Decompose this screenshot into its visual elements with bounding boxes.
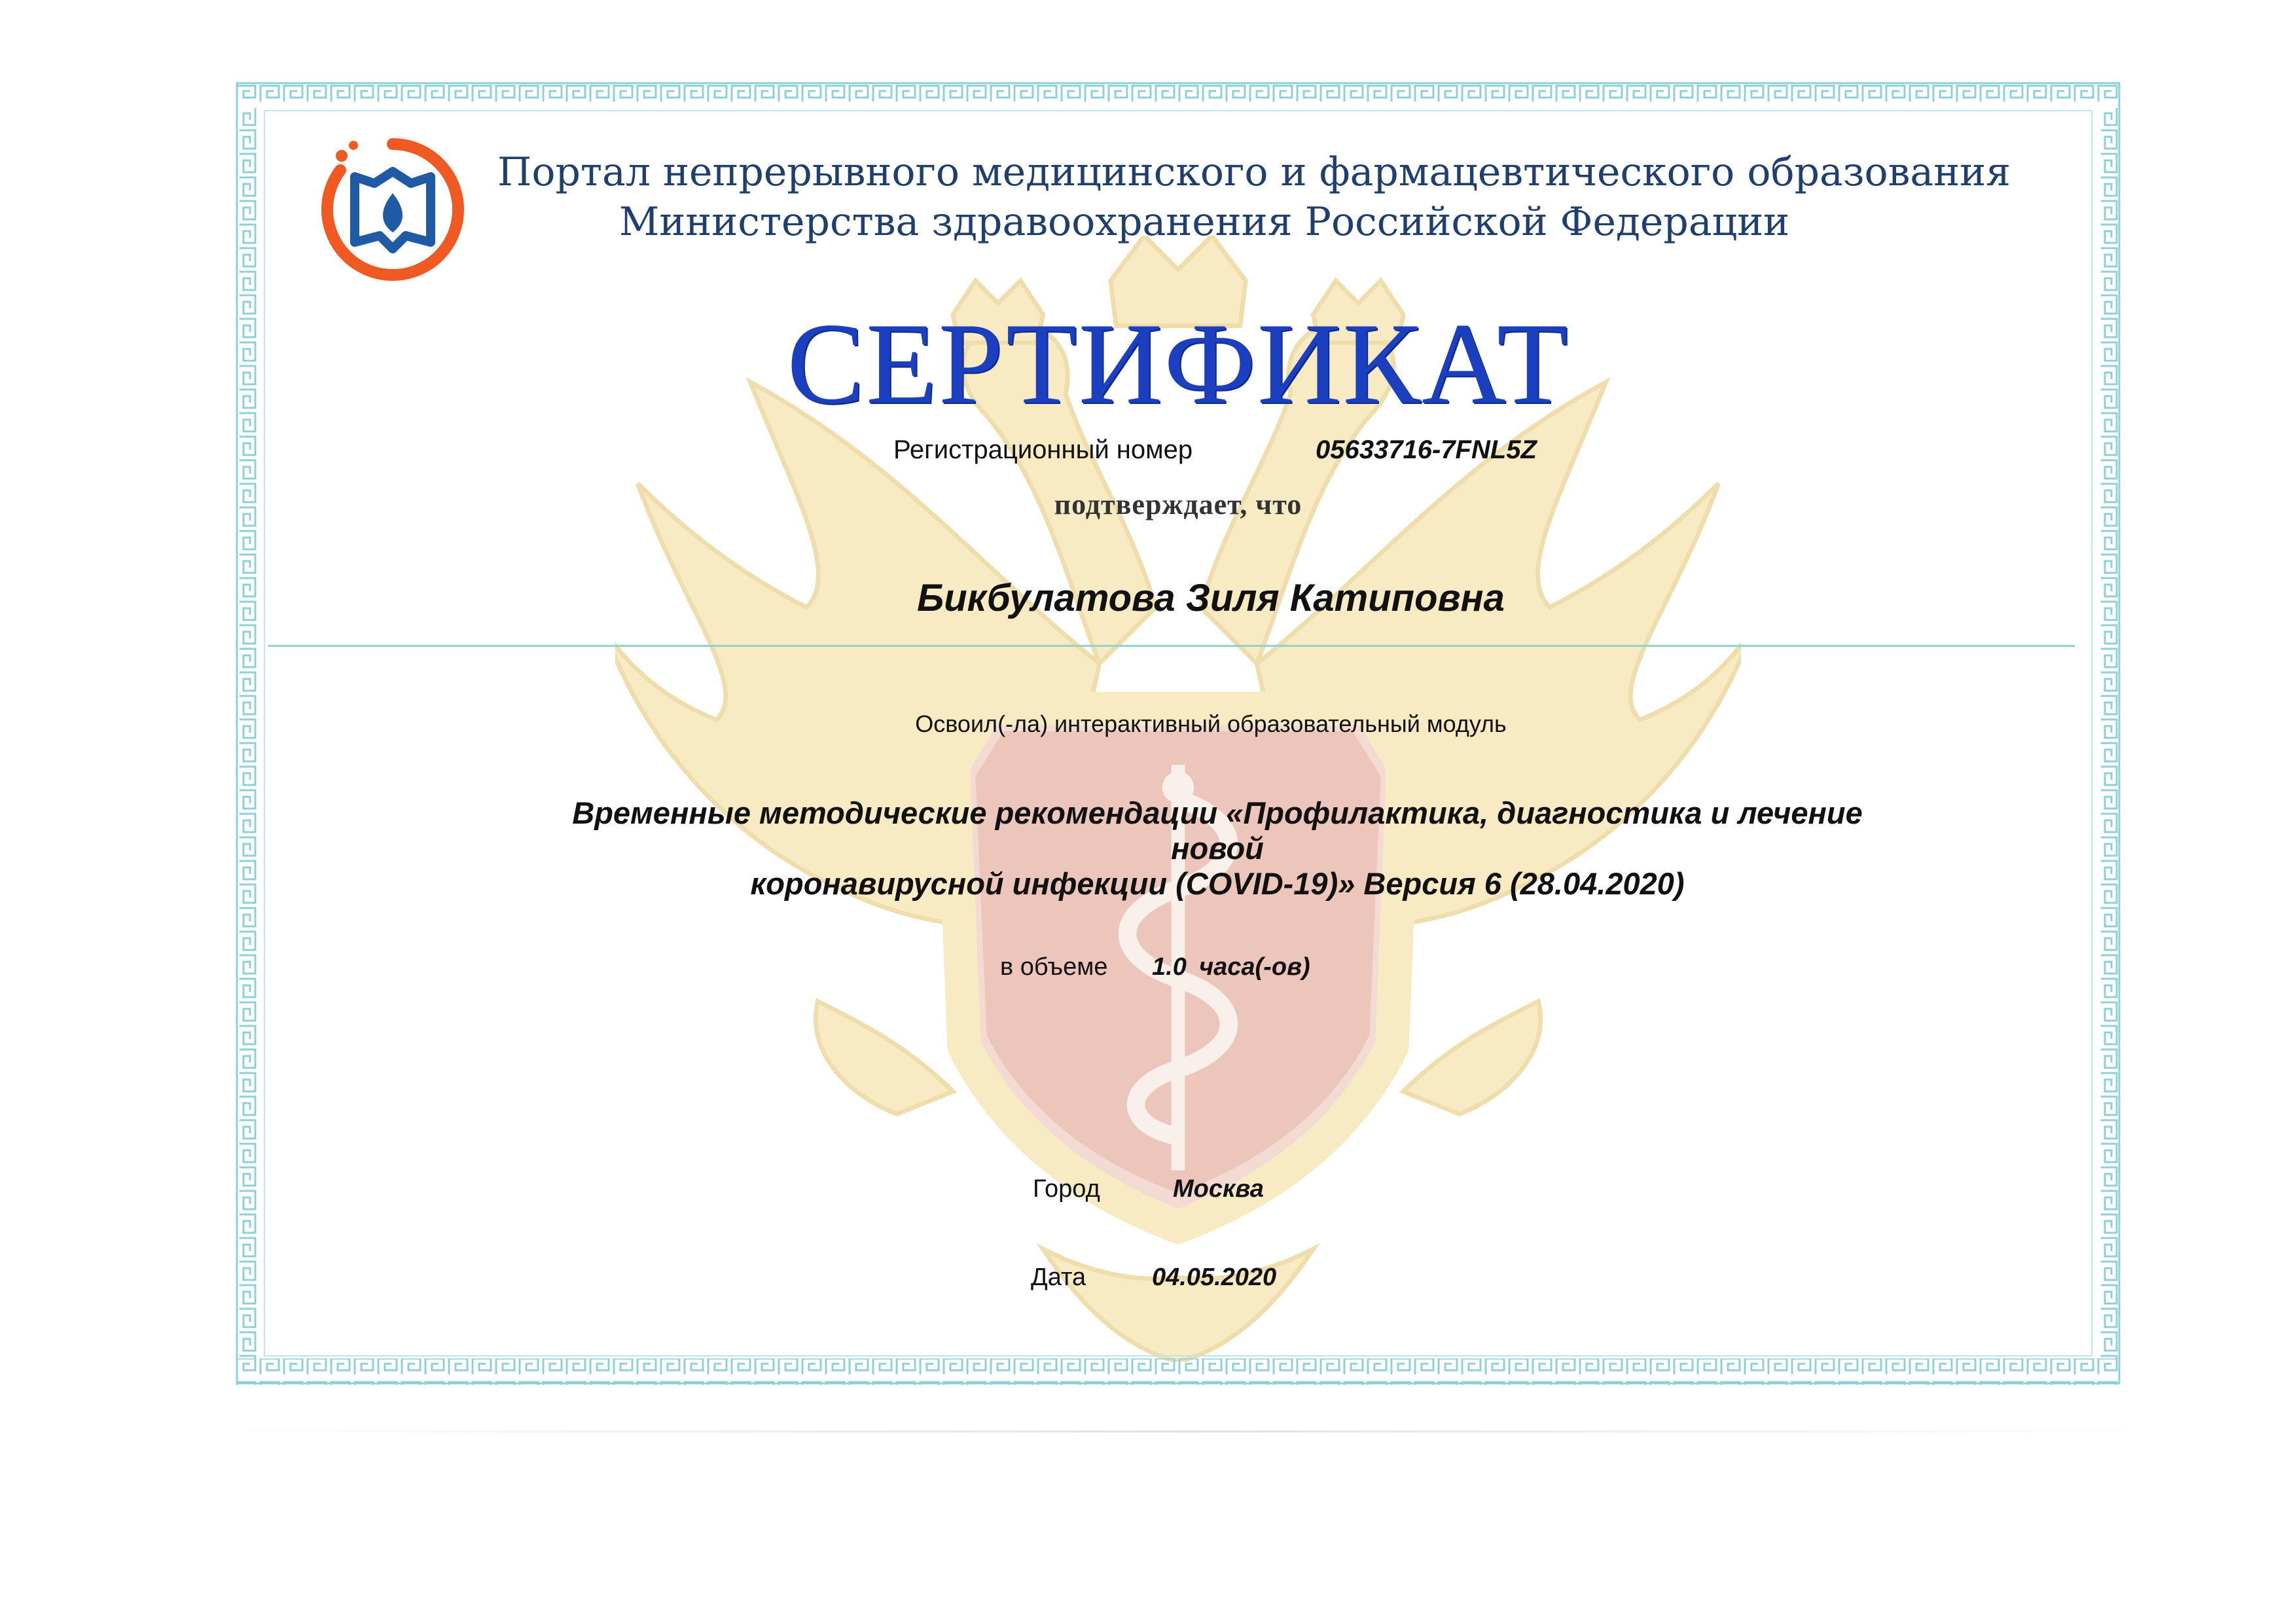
city-label: Город — [1033, 1175, 1100, 1203]
header-line-1: Портал непрерывного медицинского и фармацевтического образования — [497, 149, 2011, 195]
mastered-text: Освоил(-ла) интерактивный образовательный модуль — [915, 710, 1507, 737]
name-underline — [268, 645, 2075, 647]
course-title — [524, 795, 1911, 902]
portal-header — [497, 147, 2011, 247]
city-value: Москва — [1173, 1175, 1264, 1203]
course-title-line-1: Временные методические рекомендации «Профилактика, диагностика и лечение новой — [572, 795, 1863, 866]
date-value: 04.05.2020 — [1152, 1264, 1277, 1291]
volume-hours: 1.0 — [1152, 953, 1187, 981]
registration-label: Регистрационный номер — [893, 435, 1193, 464]
volume-unit: часа(-ов) — [1199, 953, 1310, 981]
date-label: Дата — [1031, 1264, 1086, 1291]
registration-number: 05633716-7FNL5Z — [1316, 435, 1537, 464]
certificate-title: СЕРТИФИКАТ — [787, 299, 1570, 428]
recipient-name: Бикбулатова Зиля Катиповна — [917, 577, 1505, 619]
volume-label: в объеме — [1000, 953, 1108, 981]
scan-edge-shadow — [196, 1431, 2173, 1432]
header-line-2: Министерства здравоохранения Российской Федерации — [619, 199, 1790, 245]
course-title-line-2: коронавирусной инфекции (COVID-19)» Версия 6 (28.04.2020) — [750, 866, 1685, 901]
confirms-text: подтверждает, что — [1054, 488, 1302, 520]
portal-nmfo-logo-icon — [314, 131, 471, 288]
